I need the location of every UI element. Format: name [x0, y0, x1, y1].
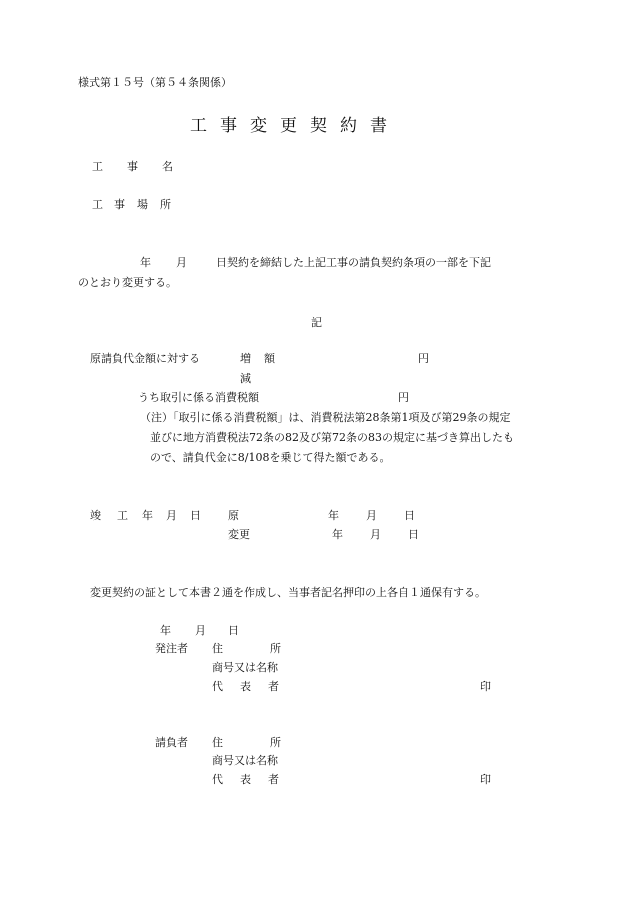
label-char: 場 — [137, 198, 148, 211]
original-label: 原 — [228, 509, 239, 522]
intro-year: 年 — [140, 256, 151, 269]
representative-label: 表 — [240, 680, 251, 693]
ki-heading: 記 — [311, 316, 322, 329]
month-label: 月 — [370, 528, 381, 541]
intro-line1: 日契約を締結した上記工事の請負契約条項の一部を下記 — [216, 256, 491, 269]
decrease-char: 減 — [240, 372, 251, 385]
representative-label: 代 — [212, 680, 223, 693]
signing-year: 年 — [160, 624, 171, 637]
role-label: 発注者 — [155, 642, 188, 655]
representative-label: 者 — [268, 773, 279, 786]
representative-label: 者 — [268, 680, 279, 693]
address-label: 住 — [212, 736, 223, 749]
label-char: 事 — [114, 198, 125, 211]
role-label: 請負者 — [155, 736, 188, 749]
proof-statement: 変更契約の証として本書２通を作成し、当事者記名押印の上各自１通保有する。 — [90, 586, 486, 599]
tax-label: うち取引に係る消費税額 — [138, 391, 259, 404]
label-char: 所 — [160, 198, 171, 211]
year-label: 年 — [332, 528, 343, 541]
amount-label: 原請負代金額に対する — [90, 352, 200, 365]
signing-day: 日 — [228, 624, 239, 637]
intro-month: 月 — [176, 256, 187, 269]
label-char: 工 — [117, 509, 128, 522]
label-char: 工 — [92, 198, 103, 211]
tax-yen-unit: 円 — [398, 391, 409, 404]
increase-char: 増 — [240, 352, 251, 365]
year-label: 年 — [328, 509, 339, 522]
changed-label: 変更 — [228, 528, 250, 541]
seal-mark: 印 — [480, 680, 491, 693]
note-line: （注）「取引に係る消費税額」は、消費税法第28条第1項及び第29条の規定 — [140, 411, 511, 424]
page-title: 工事変更契約書 — [190, 116, 400, 136]
day-label: 日 — [404, 509, 415, 522]
address-label: 所 — [270, 736, 281, 749]
representative-label: 表 — [240, 773, 251, 786]
label-char: 月 — [166, 509, 177, 522]
label-char: 年 — [142, 509, 153, 522]
company-label: 商号又は名称 — [212, 754, 278, 767]
label-char: 竣 — [90, 509, 101, 522]
label-char: 日 — [190, 509, 201, 522]
day-label: 日 — [408, 528, 419, 541]
label-char: 名 — [162, 160, 173, 173]
yen-unit: 円 — [418, 352, 429, 365]
intro-line2: のとおり変更する。 — [78, 276, 177, 289]
signing-month: 月 — [195, 624, 206, 637]
representative-label: 代 — [212, 773, 223, 786]
address-label: 住 — [212, 642, 223, 655]
note-line: ので、請負代金に8/108を乗じて得た額である。 — [150, 451, 391, 464]
form-number: 様式第１５号（第５４条関係） — [78, 76, 232, 89]
amount-char: 額 — [264, 352, 275, 365]
note-line: 並びに地方消費税法72条の82及び第72条の83の規定に基づき算出したも — [150, 431, 514, 444]
label-char: 工 — [92, 160, 103, 173]
seal-mark: 印 — [480, 773, 491, 786]
company-label: 商号又は名称 — [212, 661, 278, 674]
month-label: 月 — [366, 509, 377, 522]
address-label: 所 — [270, 642, 281, 655]
label-char: 事 — [127, 160, 138, 173]
